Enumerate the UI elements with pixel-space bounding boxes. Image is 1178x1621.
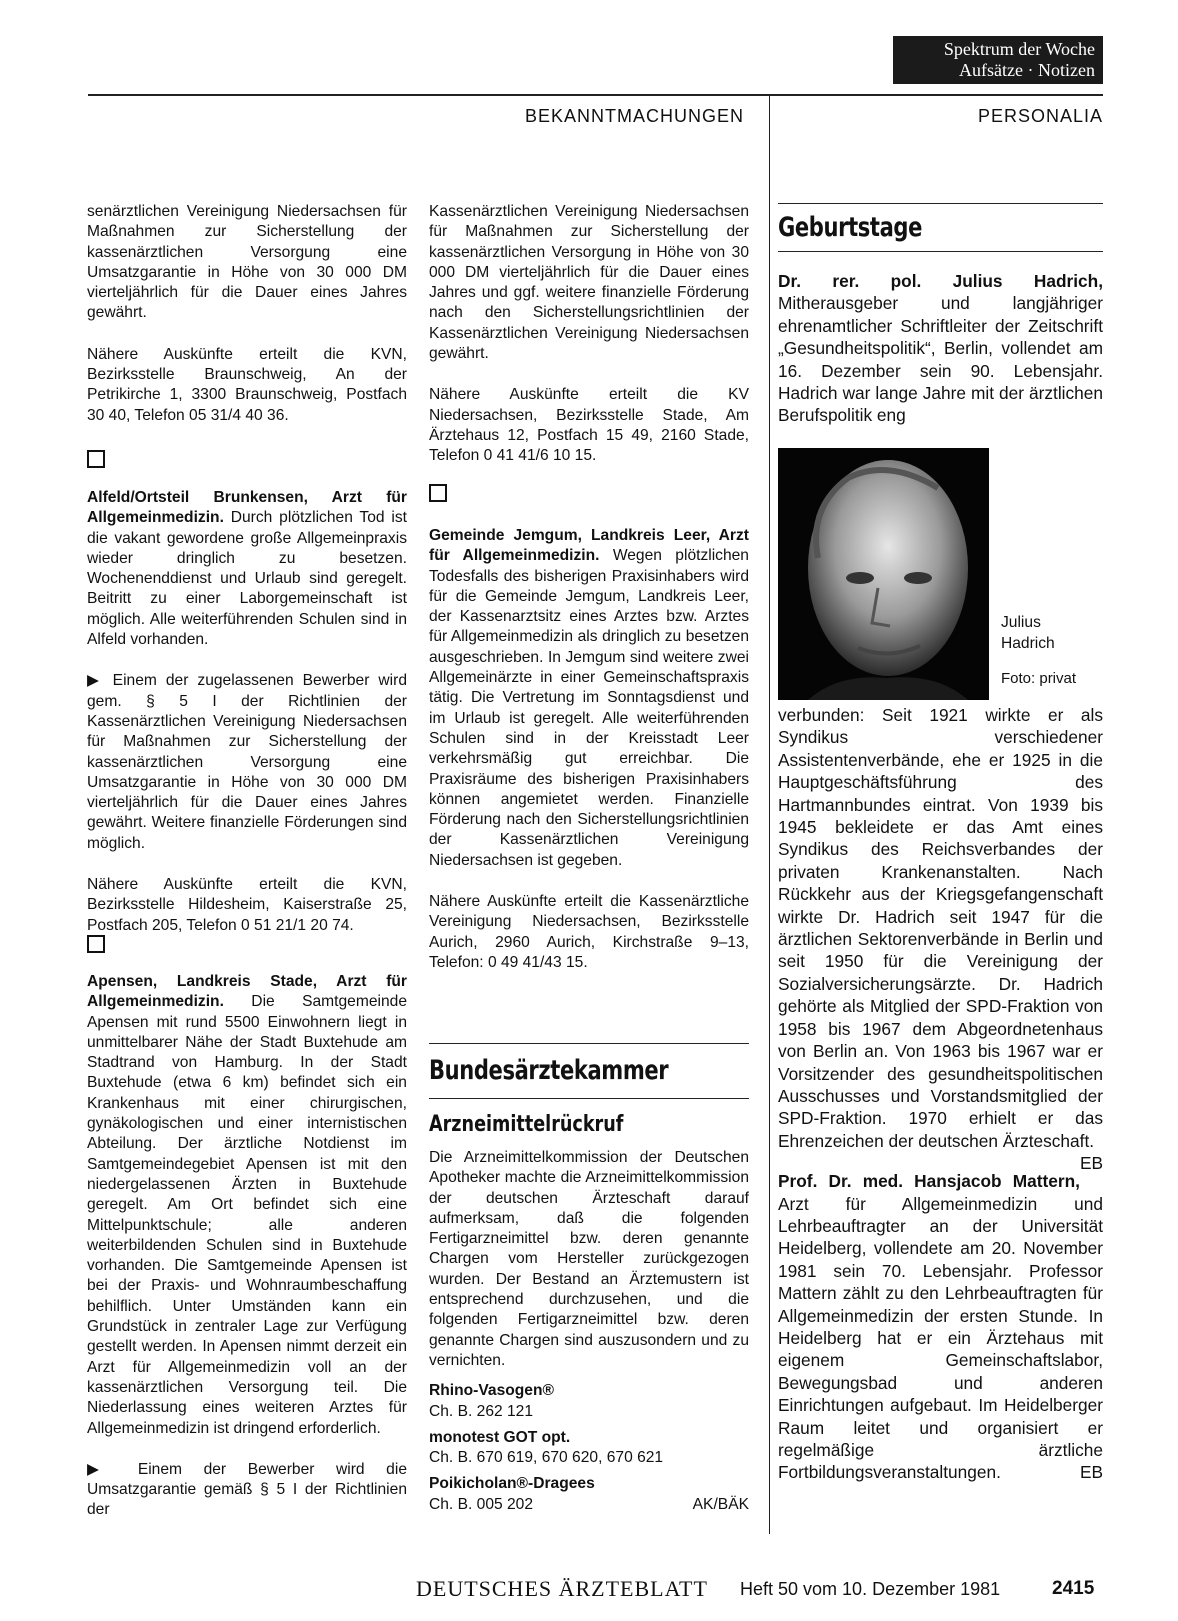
portrait-image [778,448,989,700]
paragraph-text: Arzt für Allgemeinmedizin und Lehrbeauftragter an der Universität Heidelberg, vollendete am 20. November 1981 sein 70. Lebensjahr. Professor Mattern zählt zu den Lehrbeauftragten für Allgemeinmedizin der ersten Stunde. In Heidelberg hat er ein Ärztehaus mit eigenem Gemeinschaftslabor, Bewegungsbad und anderen Einrichtungen aufgebaut. Im Heidelberger Raum leitet und organisiert er regelmäßige ärztliche Fortbildungsveranstaltungen. [778,1193,1103,1483]
drug-charge: Ch. B. 005 202 [429,1495,534,1513]
ad-heading: Alfeld/Ortsteil Brunkensen, Arzt für Allgemeinmedizin. [87,489,407,527]
column-divider [769,94,770,1534]
column-2-recall [429,1148,749,1515]
drug-name: monotest GOT opt. [429,1428,571,1446]
section-rule [429,1098,749,1099]
badge-line-2: Aufsätze · Notizen [959,60,1095,80]
drug-name: Poikicholan®-Dragees [429,1475,595,1493]
column-1-ads [87,488,407,936]
paragraph: Nähere Auskünfte erteilt die KVN, Bezirksstelle Hildesheim, Kaiserstraße 25, Postfach 205, Telefon 0 51 21/1 20 74. [87,876,407,934]
photo-caption [1001,612,1055,654]
section-rule [778,203,1103,204]
paragraph-text: Einem der Bewerber wird die Umsatzgarantie gemäß § 5 I der Richtlinien der [87,1460,407,1519]
drug-list [429,1381,749,1515]
birthday-hadrich [778,270,1103,427]
top-rule [88,94,1103,96]
ad-text: Wegen plötzlichen Todesfalls des bisherigen Praxisinhabers wird für die Gemeinde Jemgum, Landkreis Leer, der Kassenarztsitz eines Arztes bzw. Arztes für Allgemeinmedizin als dringlich zu besetzen ausgeschrieben. In Jemgum sind weitere zwei Allgemeinärzte in einer Gemeinschaftspraxis tätig. Die Vertretung im Sonntagsdienst und im Urlaub ist geregelt. Alle weiterführenden Schulen sind in der Kreisstadt Leer verkehrsmäßig gut erreichbar. Die Praxisräume des bisherigen Praxisinhabers können angemietet werden. Finanzielle Förderung nach den Sicherstellungsrichtlinien der Kassenärztlichen Vereinigung Niedersachsen ist gegeben. [429,547,749,869]
column-1-ads-2 [87,972,407,1521]
drug-name: Rhino-Vasogen® [429,1382,554,1400]
paragraph [778,704,1103,1174]
section-rule [429,1043,749,1044]
paragraph [778,270,1103,427]
paragraph: senärztlichen Vereinigung Niedersachsen für Maßnahmen zur Sicherstellung der kassenärztlichen Versorgung eine Umsatzgarantie in Höhe von 30 000 DM vierteljährlich für die Dauer eines Jahres gewährt. [87,203,407,322]
arrow-icon: ▶ [87,672,113,690]
ad-apensen [87,972,407,1439]
caption-line: Hadrich [1001,635,1055,652]
paragraph [87,1460,407,1521]
section-title-geburtstage: Geburtstage [778,212,922,243]
paragraph [87,671,407,854]
section-badge [893,36,1103,84]
column-2 [429,202,749,467]
footer-journal: DEUTSCHES ÄRZTEBLATT [416,1576,708,1601]
drug-charge: Ch. B. 262 121 [429,1402,534,1420]
portrait-photo [778,448,989,700]
paragraph-text: Einem der zugelassenen Bewerber wird gem. § 5 I der Richtlinien der Kassenärztlichen Vereinigung Niedersachsen für Maßnahmen zur Sicherstellung der kassenärztlichen Versorgung eine Umsatzgarantie in Höhe von 30 000 DM vierteljährlich für die Dauer eines Jahres gewährt. Weitere finanzielle Förderungen sind möglich. [87,672,407,852]
header-bekanntmachungen: BEKANNTMACHUNGEN [525,106,745,126]
drug-charge-row [429,1495,749,1515]
column-1 [87,202,407,426]
section-rule [778,251,1103,252]
footer-issue: Heft 50 vom 10. Dezember 1981 [740,1579,1001,1599]
ad-jemgum [429,526,749,871]
separator-box-icon [87,935,105,953]
drug-charge: Ch. B. 670 619, 670 620, 670 621 [429,1449,664,1467]
paragraph-text: Mitherausgeber und langjähriger ehrenamtlicher Schriftleiter der Zeitschrift „Gesundheitspolitik“, Berlin, vollendet am 16. Dezember sein 90. Lebensjahr. Hadrich war lange Jahre mit der ärztlichen Berufspolitik eng [778,293,1103,426]
person-name: Dr. rer. pol. Julius Hadrich, [778,271,1103,291]
signature: AK/BÄK [692,1495,749,1513]
ad-text: Die Samtgemeinde Apensen mit rund 5500 Einwohnern liegt in unmittelbarer Nähe der Stadt Buxtehude am Stadtrand von Hamburg. In der Stadt Buxtehude (etwa 6 km) befindet sich ein Krankenhaus mit einer chirurgischen, gynäkologischen und einer internistischen Abteilung. Der ärztliche Notdienst im Samtgemeindegebiet Apensen ist mit den niedergelassenen Ärzten in Buxtehude geregelt. Am Ort befindet sich eine Mittelpunktschule; alle anderen weiterbildenden Schulen sind in Buxtehude vorhanden. Die Samtgemeinde Apensen ist bei der Praxis- und Wohnraumbeschaffung behilflich. Unter Umständen kann ein Grundstück in zentraler Lage zur Verfügung gestellt werden. In Apensen nimmt derzeit ein Arzt für Allgemeinmedizin voll an der kassenärztlichen Versorgung teil. Die Niederlassung eines weiteren Arztes für Allgemeinmedizin ist dringend erforderlich. [87,993,407,1437]
paragraph: Nähere Auskünfte erteilt die KVN, Bezirksstelle Braunschweig, An der Petrikirche 1, 3300 Braunschweig, Postfach 30 40, Telefon 05 31/4 40 36. [87,345,407,424]
section-title-bundesaerztekammer: Bundesärztekammer [429,1055,669,1086]
header-personalia: PERSONALIA [977,106,1103,126]
ad-alfeld [87,488,407,650]
caption-line: Julius [1001,614,1041,631]
separator-box-icon [429,484,447,502]
signature: EB [1079,1462,1103,1483]
paragraph: Nähere Auskünfte erteilt die Kassenärztliche Vereinigung Niedersachsen, Bezirksstelle Aurich, 2960 Aurich, Kirchstraße 9–13, Telefon: 0 49 41/43 15. [429,893,749,971]
arrow-icon: ▶ [87,1460,138,1478]
paragraph: Kassenärztlichen Vereinigung Niedersachsen für Maßnahmen zur Sicherstellung der kassenärztlichen Versorgung in Höhe von 30 000 DM vierteljährlich für die Dauer eines Jahres und ggf. weitere finanzielle Förderung nach den Sicherstellungsrichtlinien der Kassenärztlichen Vereinigung Niedersachsen gewährt. [429,203,749,363]
subsection-title: Arzneimittelrückruf [429,1112,624,1137]
badge-line-1: Spektrum der Woche [943,39,1095,59]
ad-heading: Gemeinde Jemgum, Landkreis Leer, Arzt für Allgemeinmedizin. [429,527,749,565]
paragraph: Die Arzneimittelkommission der Deutschen Apotheker machte die Arzneimittelkommission der deutschen Ärzteschaft darauf aufmerksam, daß die folgenden Fertigarzneimittel bzw. deren genannte Chargen vom Hersteller zurückgezogen wurden. Der Bestand an Ärztemustern ist entsprechend durchzusehen, und die folgenden Fertigarzneimittel bzw. deren genannte Chargen sind auszusondern und zu vernichten. [429,1149,749,1369]
birthday-hadrich-continued [778,704,1103,1484]
paragraph-text: verbunden: Seit 1921 wirkte er als Syndikus verschiedener Assistentenverbände, ehe er 1925 in die Hauptgeschäftsführung des Hartmannbundes eintrat. Von 1939 bis 1945 bekleidete er das Amt eines Syndikus des Reichsverbandes der privaten Krankenanstalten. Nach Rückkehr aus der Kriegsgefangenschaft wirkte Dr. Hadrich seit 1947 für die ärztlichen Sektorenverbände in Berlin und seit 1950 für die Vereinigung der Sozialversicherungsärzte. Dr. Hadrich gehörte als Mitglied der SPD-Fraktion von 1958 bis 1967 dem Abgeordnetenhaus von Berlin an. Von 1963 bis 1967 war er Vorsitzender des gesundheitspolitischen Ausschusses und Vorstandsmitglied der SPD-Fraktion. 1970 erhielt er das Ehrenzeichen der deutschen Ärzteschaft. [778,705,1103,1151]
separator-box-icon [87,450,105,468]
person-name: Prof. Dr. med. Hansjacob Mattern, [778,1171,1080,1192]
photo-credit: Foto: privat [1001,670,1077,687]
column-2-ads [429,526,749,973]
ad-text: Durch plötzlichen Tod ist die vakant gewordene große Allgemeinpraxis wieder dringlich zu besetzen. Wochenenddienst und Urlaub sind geregelt. Beitritt zu einer Laborgemeinschaft ist möglich. Alle weiterführenden Schulen sind in Alfeld vorhanden. [87,509,407,649]
signature: EB [1079,1153,1103,1174]
birthday-mattern [778,1170,1103,1484]
page-number: 2415 [1052,1578,1095,1599]
paragraph: Nähere Auskünfte erteilt die KV Niedersachsen, Bezirksstelle Stade, Am Ärztehaus 12, Postfach 15 49, 2160 Stade, Telefon 0 41 41/6 10 15. [429,386,749,465]
ad-heading: Apensen, Landkreis Stade, Arzt für Allgemeinmedizin. [87,973,407,1011]
